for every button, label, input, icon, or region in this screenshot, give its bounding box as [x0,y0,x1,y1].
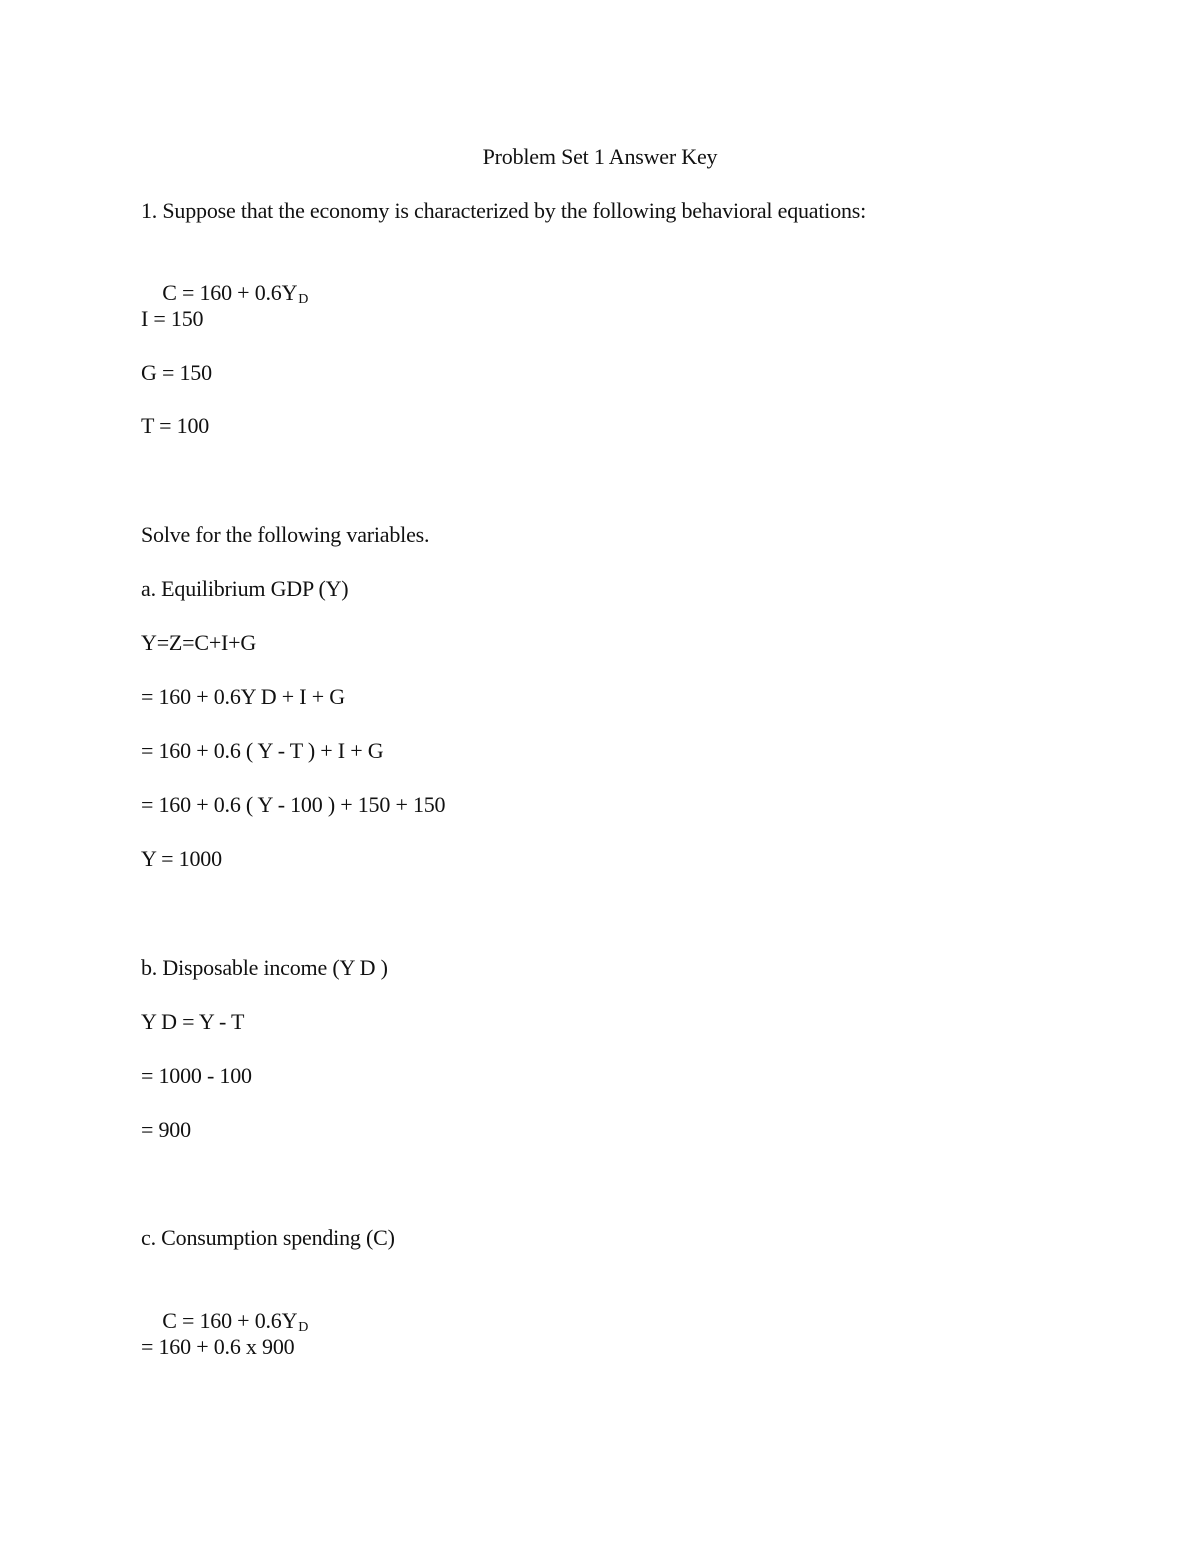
document-title: Problem Set 1 Answer Key [482,144,718,169]
solve-instruction: Solve for the following variables. [141,522,430,547]
part-a-heading: a. Equilibrium GDP (Y) [141,576,349,601]
part-c-formula-subscript: D [298,1320,309,1335]
investment-equation: I = 150 [141,306,204,331]
part-b-result: = 900 [141,1117,191,1142]
part-a-step-2: = 160 + 0.6Y D + I + G [141,684,345,709]
part-b-step-1: Y D = Y - T [141,1009,245,1034]
part-a-result: Y = 1000 [141,846,222,871]
part-a-step-1: Y=Z=C+I+G [141,630,257,655]
question-1-prompt: 1. Suppose that the economy is characterized by the following behavioral equations: [141,198,867,223]
taxes-equation: T = 100 [141,413,210,438]
part-a-step-4: = 160 + 0.6 ( Y - 100 ) + 150 + 150 [141,792,446,817]
government-equation: G = 150 [141,360,212,385]
part-a-step-3: = 160 + 0.6 ( Y - T ) + I + G [141,738,384,763]
part-b-heading: b. Disposable income (Y D ) [141,955,388,980]
part-c-formula-main: C = 160 + 0.6Y [162,1308,298,1333]
part-b-step-2: = 1000 - 100 [141,1063,252,1088]
part-c-heading: c. Consumption spending (C) [141,1225,395,1250]
part-c-step-1: = 160 + 0.6 x 900 [141,1334,295,1359]
consumption-equation-subscript: D [298,292,309,307]
consumption-equation-main: C = 160 + 0.6Y [162,280,298,305]
